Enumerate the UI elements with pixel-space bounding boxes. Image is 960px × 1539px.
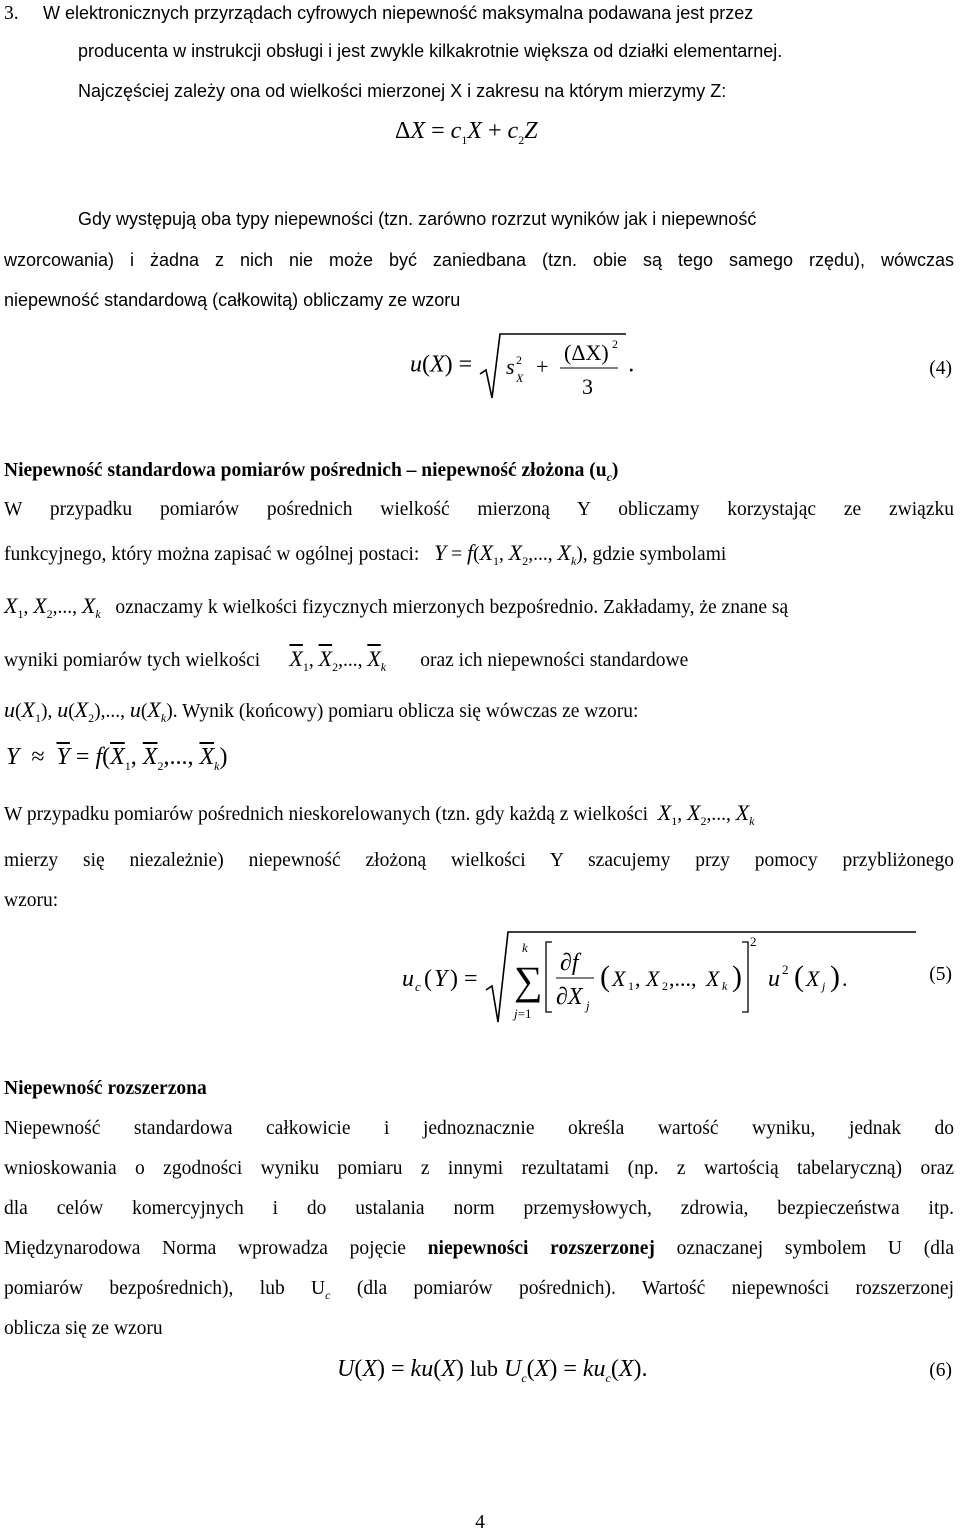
svg-text:j: j [586, 998, 590, 1013]
formula-5 [400, 928, 920, 1035]
svg-text:+: + [536, 354, 549, 379]
svg-text:2: 2 [782, 962, 789, 977]
uc-p1-line2: funkcyjnego, który można zapisać w ogólnej postaci: $Y = f(X_1$, $X_2$,..., $X_k$), gdzie symbolami [4, 540, 727, 568]
uc-p2-line2: mierzy się niezależnie) niepewność złożoną wielkości Y szacujemy przy pomocy przybliżonego [4, 850, 954, 871]
svg-text:∂f: ∂f [560, 950, 579, 976]
svg-text:X: X [516, 371, 524, 385]
U-line2: wnioskowania o zgodności wyniku pomiaru z innymi rezultatami (np. z wartością tabelaryczną) oraz [4, 1158, 954, 1179]
U-line5: pomiarów bezpośrednich), lub $U_c$ (dla pomiarów pośrednich). Wartość niepewności rozszerzonej [4, 1278, 955, 1302]
U-line1: Niepewność standardowa całkowicie i jednoznacznie określa wartość wyniku, jednak do [4, 1118, 954, 1139]
svg-text:): ) [830, 960, 840, 993]
svg-text:2: 2 [612, 337, 619, 351]
svg-text:∂X: ∂X [556, 984, 583, 1010]
combined-line1: Gdy występują oba typy niepewności (tzn. zarówno rozrzut wyników jak i niepewność [78, 209, 757, 229]
uc-p2-line3: wzoru: [4, 890, 59, 911]
svg-text:k: k [522, 940, 528, 955]
combined-line2: wzorcowania) i żadna z nich nie może być zaniedbana (tzn. obie są tego samego rzędu), wówczas [4, 250, 954, 270]
svg-text:(ΔX): (ΔX) [564, 340, 609, 365]
uc-p1-line4: wyniki pomiarów tych wielkości $\overline{X}_1$, $\overline{X}_2$,..., $\overline{X}_k$ oraz ich niepewności standardowe [4, 646, 689, 674]
eq-number-4: (4) [929, 358, 952, 379]
svg-text:X: X [646, 966, 660, 991]
eq-number-5: (5) [929, 964, 952, 985]
sqrt-icon [478, 330, 628, 402]
svg-text:2: 2 [516, 353, 523, 367]
uc-p1-line1: W przypadku pomiarów pośrednich wielkość mierzoną Y obliczamy korzystając ze związku [4, 499, 954, 520]
uc-p1-line5: $u(X_1)$, $u(X_2)$,..., $u(X_k)$. Wynik (końcowy) pomiaru oblicza się wówczas ze wzoru: [4, 697, 639, 725]
svg-text:(: ( [600, 960, 610, 993]
svg-text:X: X [706, 966, 720, 991]
svg-text:X: X [612, 966, 626, 991]
svg-text:s: s [506, 354, 515, 379]
item3-line1: 3. W elektronicznych przyrządach cyfrowych niepewność maksymalna podawana jest przez [4, 3, 754, 24]
svg-text:(: ( [424, 966, 432, 992]
svg-text:2: 2 [662, 979, 668, 993]
svg-text:) =: ) = [450, 966, 478, 992]
combined-line3: niepewność standardową (całkowitą) obliczamy ze wzoru [4, 290, 461, 310]
svg-text:3: 3 [582, 374, 594, 399]
uc-p1-line3: $X_1$, $X_2$,..., $X_k$ oznaczamy k wielkości fizycznych mierzonych bezpośrednio. Zakładamy, że znane są [4, 593, 789, 621]
svg-text:X: X [806, 966, 820, 991]
svg-text:u: u [768, 966, 780, 992]
svg-text:Y: Y [434, 966, 448, 992]
svg-text:2: 2 [750, 934, 757, 949]
formula-4: u(X) = s 2 X + (ΔX) 2 3 . [410, 330, 634, 402]
svg-text:.: . [842, 966, 848, 991]
formula-6: U(X) = ku(X) lub $U_c(X) = ku_c(X)$. [337, 1356, 648, 1385]
svg-text:k: k [722, 979, 728, 993]
svg-text:1: 1 [628, 979, 634, 993]
U-line3: dla celów komercyjnych i do ustalania norm przemysłowych, zdrowia, bezpieczeństwa itp. [4, 1198, 954, 1219]
svg-text:(: ( [794, 960, 804, 993]
section-heading-uc: Niepewność standardowa pomiarów pośrednich – niepewność złożona $(u_c)$ [4, 460, 619, 484]
svg-text:j=1: j=1 [514, 1006, 532, 1021]
svg-text:j: j [822, 979, 826, 993]
section-heading-U: Niepewność rozszerzona [4, 1078, 207, 1099]
svg-text:): ) [732, 960, 742, 993]
formula-5-svg [400, 928, 920, 1028]
page-number: 4 [475, 1512, 485, 1533]
formula-delta-x: $\Delta X = c_1X + c_2Z$ [395, 118, 538, 147]
item3-line3: Najczęściej zależy ona od wielkości mierzonej X i zakresu na którym mierzymy Z: [78, 81, 727, 101]
svg-text:,: , [635, 966, 641, 991]
uc-p2-line1: W przypadku pomiarów pośrednich nieskorelowanych (tzn. gdy każdą z wielkości $X_1$, $X_2$,..., $X_k$ [4, 800, 755, 828]
U-line6: oblicza się ze wzoru [4, 1318, 163, 1339]
formula-y-estimate: $Y \approx \overline{Y} = f(\overline{X}_1$, $\overline{X}_2$,..., $\overline{X}_k$) [6, 744, 228, 773]
U-line4: Międzynarodowa Norma wprowadza pojęcie niepewności rozszerzonej oznaczanej symbolem U (dla [4, 1238, 955, 1259]
svg-text:,...,: ,..., [669, 966, 697, 991]
item3-line2: producenta w instrukcji obsługi i jest zwykle kilkakrotnie większa od działki elementarnej. [78, 41, 783, 61]
svg-text:c: c [415, 979, 421, 994]
svg-text:∑: ∑ [514, 958, 543, 1003]
eq-number-6: (6) [929, 1360, 952, 1381]
svg-text:u: u [402, 966, 414, 992]
